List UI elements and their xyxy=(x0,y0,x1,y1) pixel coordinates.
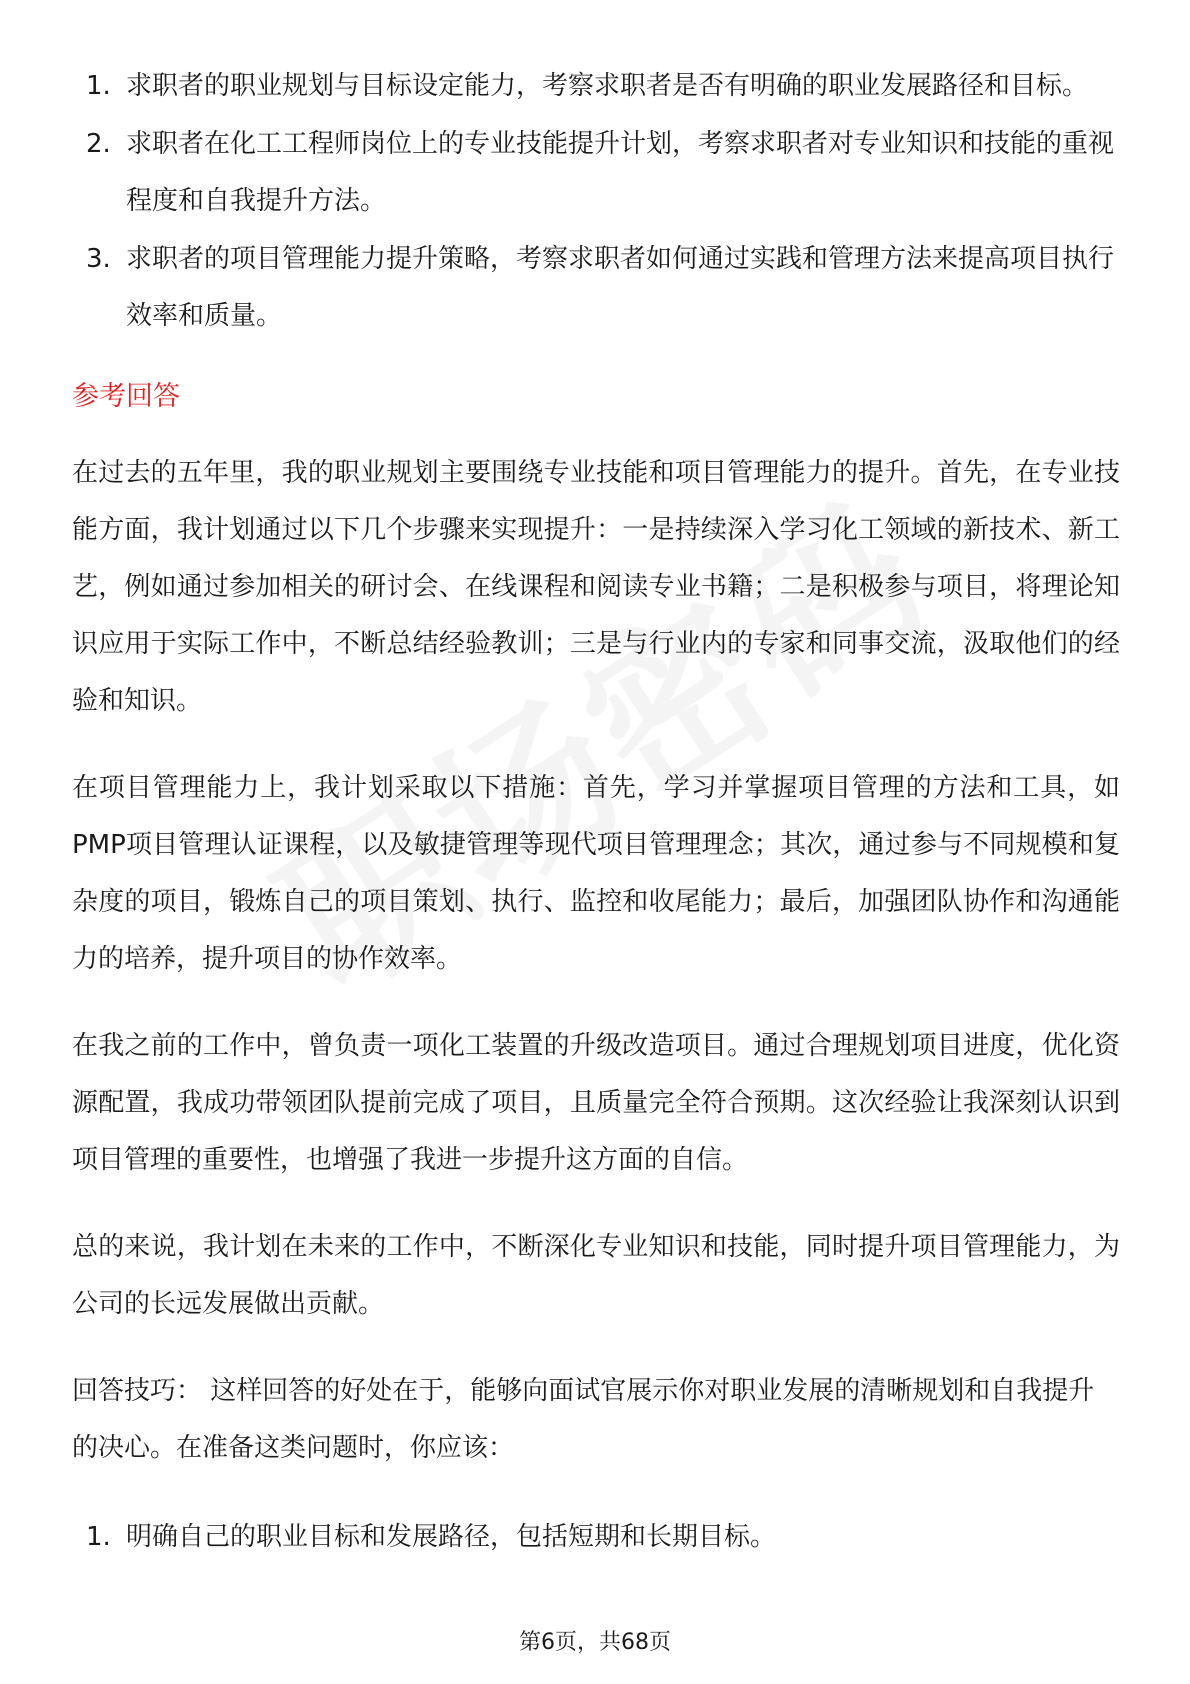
list-item-text: 求职者的项目管理能力提升策略，考察求职者如何通过实践和管理方法来提高项目执行效率和质量。 xyxy=(126,244,1115,331)
paragraph: 在我之前的工作中，曾负责一项化工装置的升级改造项目。通过合理规划项目进度，优化资源配置，我成功带领团队提前完成了项目，且质量完全符合预期。这次经验让我深刻认识到项目管理的重要性，也增强了我进一步提升这方面的自信。 xyxy=(72,1031,1120,1175)
list-item-number: 2. xyxy=(86,129,111,159)
list-item xyxy=(72,58,1120,115)
paragraph: 总的来说，我计划在未来的工作中，不断深化专业知识和技能，同时提升项目管理能力，为公司的长远发展做出贡献。 xyxy=(72,1232,1120,1319)
list-item-number: 1. xyxy=(86,1522,111,1552)
paragraph: 在过去的五年里，我的职业规划主要围绕专业技能和项目管理能力的提升。首先，在专业技能方面，我计划通过以下几个步骤来实现提升：一是持续深入学习化工领域的新技术、新工艺，例如通过参加相关的研讨会、在线课程和阅读专业书籍；二是积极参与项目，将理论知识应用于实际工作中，不断总结经验教训；三是与行业内的专家和同事交流，汲取他们的经验和知识。 xyxy=(72,458,1120,716)
question-list xyxy=(72,58,1120,345)
list-item xyxy=(72,1509,1120,1566)
page-footer: 第6页，共68页 xyxy=(519,1630,671,1655)
list-item xyxy=(72,116,1120,230)
list-item-number: 1. xyxy=(86,71,111,101)
list-item-number: 3. xyxy=(86,244,111,274)
document-body xyxy=(72,58,1120,1566)
section-title: 参考回答 xyxy=(72,381,180,412)
list-item xyxy=(72,231,1120,345)
list-item-text: 求职者在化工工程师岗位上的专业技能提升计划，考察求职者对专业知识和技能的重视程度和自我提升方法。 xyxy=(126,129,1115,216)
tips-list xyxy=(72,1509,1120,1566)
list-item-text: 明确自己的职业目标和发展路径，包括短期和长期目标。 xyxy=(126,1522,777,1552)
list-item-text: 求职者的职业规划与目标设定能力，考察求职者是否有明确的职业发展路径和目标。 xyxy=(126,71,1089,101)
paragraph: 在项目管理能力上，我计划采取以下措施：首先，学习并掌握项目管理的方法和工具，如PMP项目管理认证课程，以及敏捷管理等现代项目管理理念；其次，通过参与不同规模和复杂度的项目，锻炼自己的项目策划、执行、监控和收尾能力；最后，加强团队协作和沟通能力的培养，提升项目的协作效率。 xyxy=(72,773,1120,974)
answer-tips: 回答技巧： 这样回答的好处在于，能够向面试官展示你对职业发展的清晰规划和自我提升的决心。在准备这类问题时，你应该： xyxy=(72,1376,1095,1463)
